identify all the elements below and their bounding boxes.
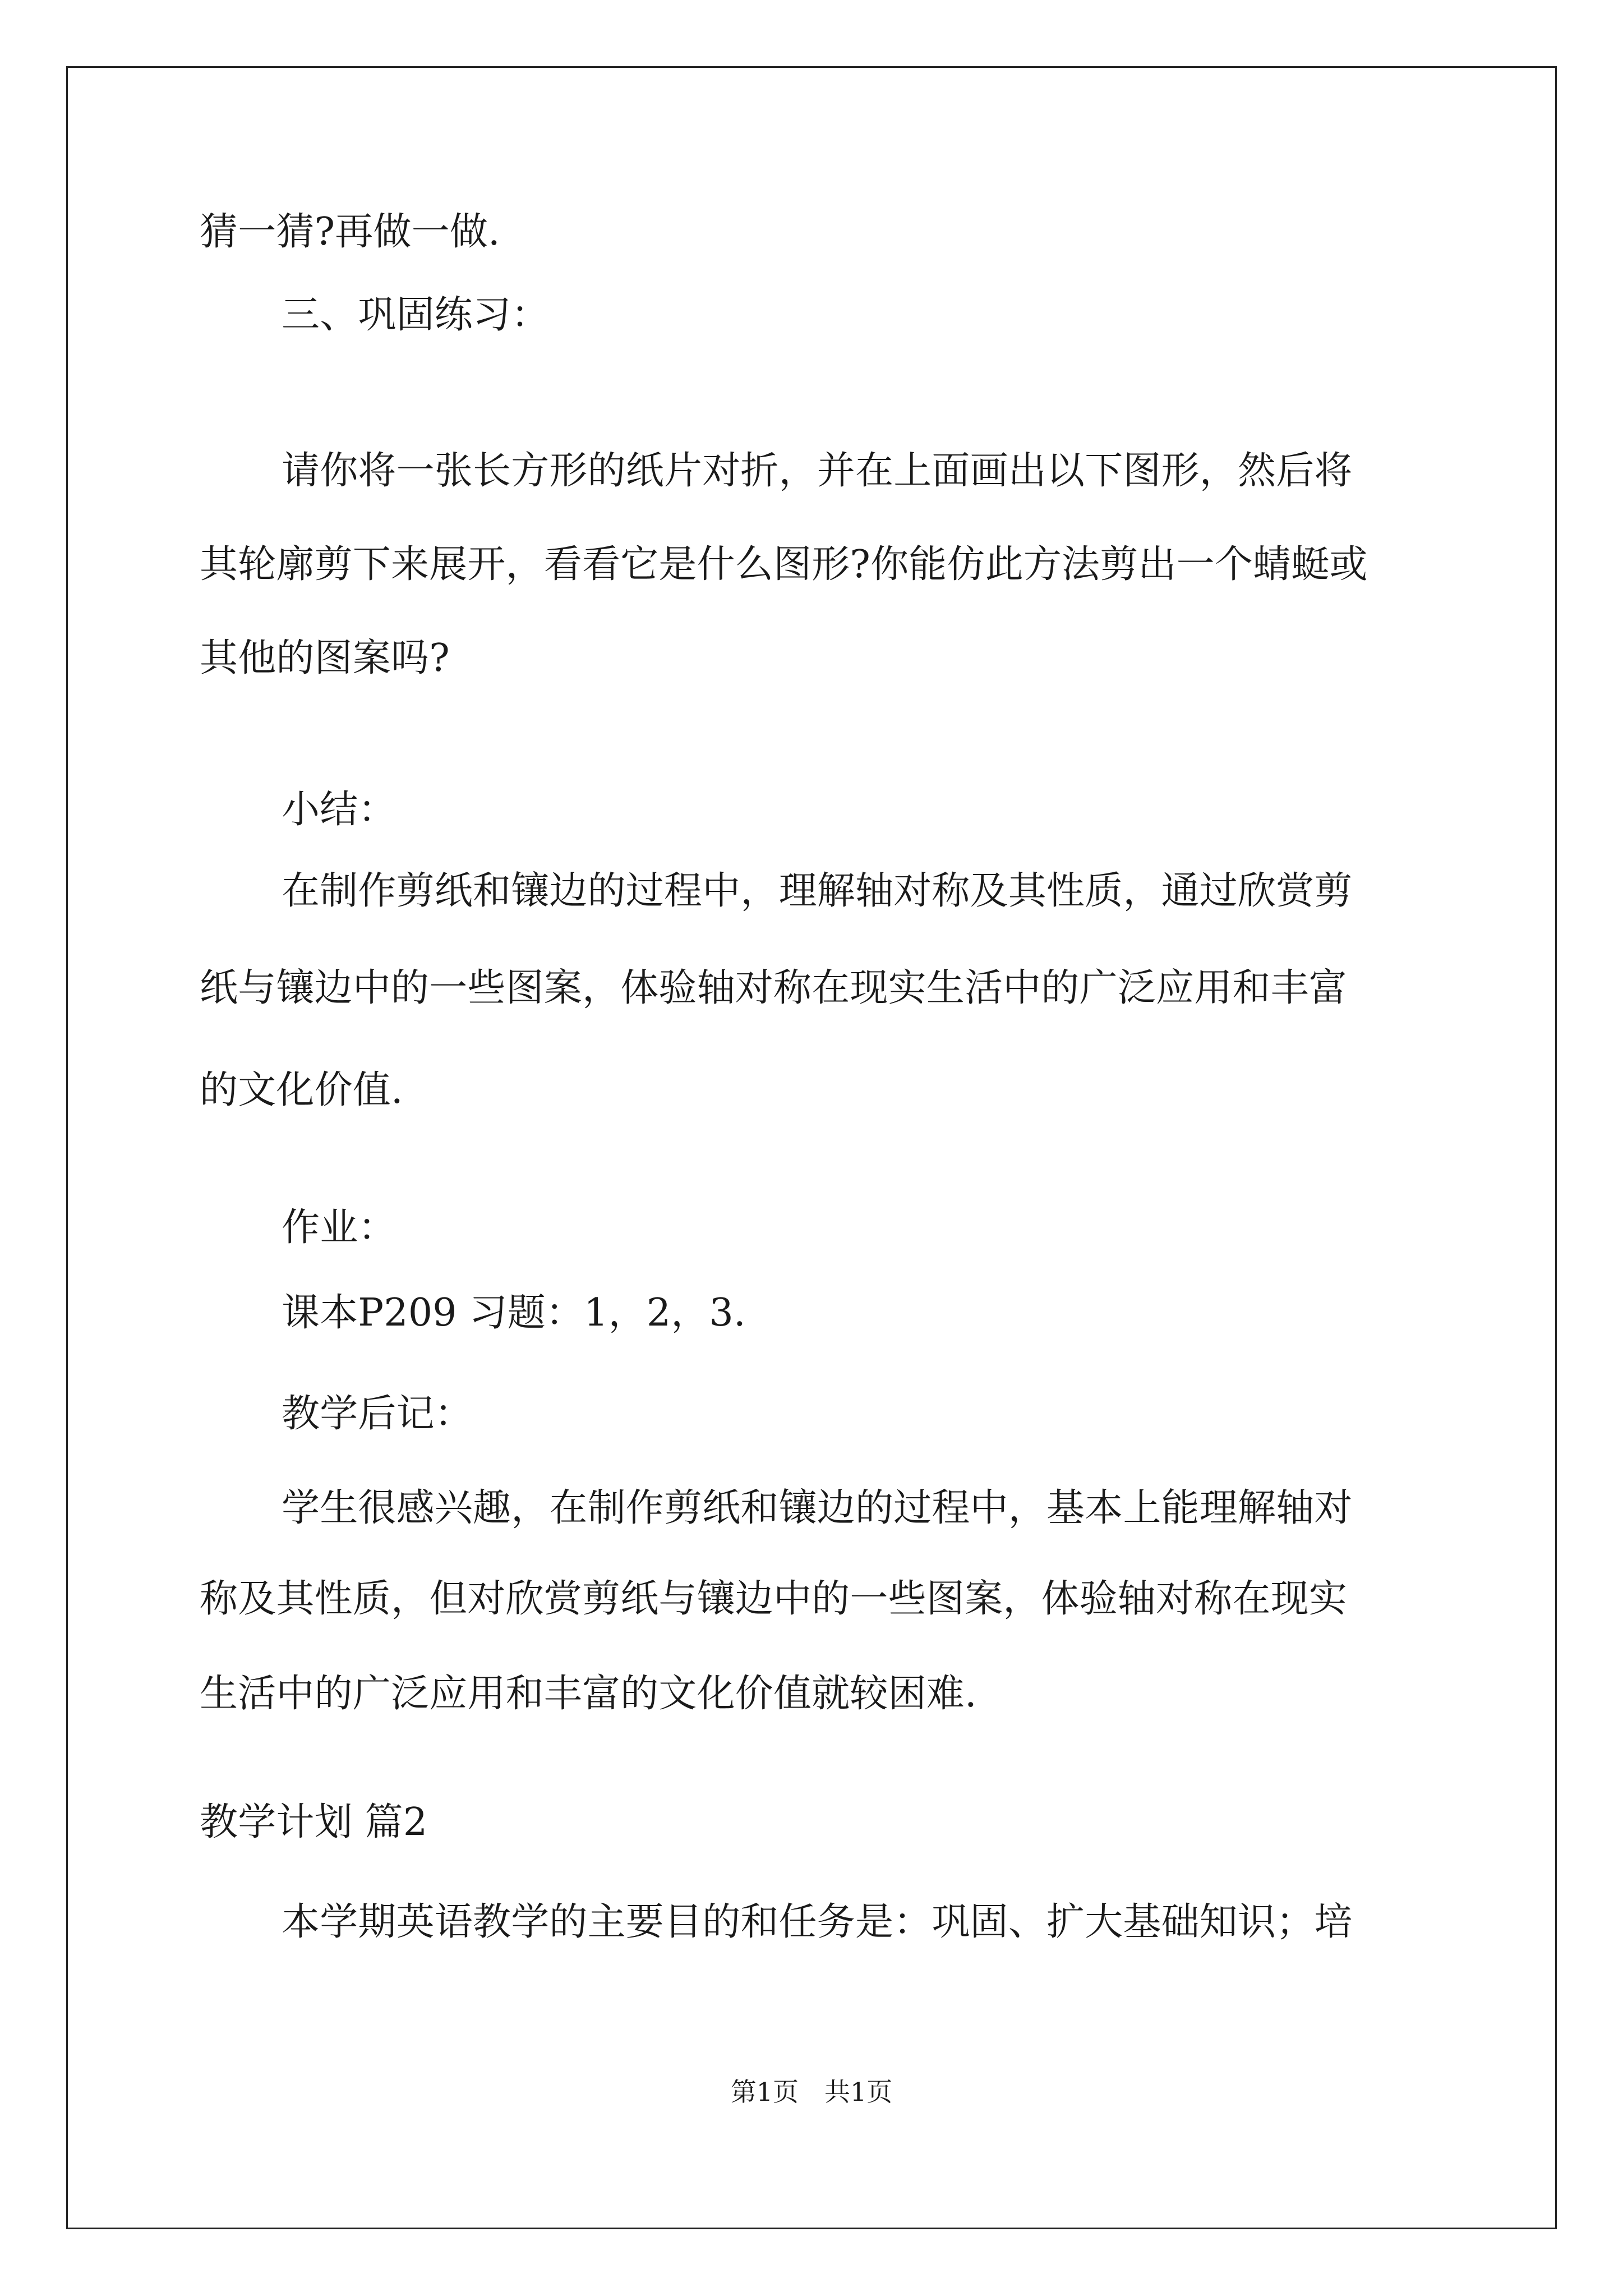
section-heading: 作业： xyxy=(282,1205,396,1250)
paragraph-line: 在制作剪纸和镶边的过程中，理解轴对称及其性质，通过欣赏剪 xyxy=(282,869,1353,913)
page-footer: 第1页 共1页 xyxy=(730,2077,893,2107)
paragraph-line: 课本P209 习题：1，2，3. xyxy=(282,1291,746,1335)
section-heading: 教学后记： xyxy=(282,1392,473,1436)
paragraph-line: 纸与镶边中的一些图案，体验轴对称在现实生活中的广泛应用和丰富 xyxy=(200,966,1348,1010)
paragraph-line: 学生很感兴趣，在制作剪纸和镶边的过程中，基本上能理解轴对 xyxy=(282,1486,1353,1530)
paragraph-line: 本学期英语教学的主要目的和任务是：巩固、扩大基础知识；培 xyxy=(282,1900,1353,1944)
paragraph-line: 请你将一张长方形的纸片对折，并在上面画出以下图形，然后将 xyxy=(282,449,1353,493)
paragraph-line: 称及其性质，但对欣赏剪纸与镶边中的一些图案，体验轴对称在现实 xyxy=(200,1577,1348,1621)
paragraph-line: 的文化价值. xyxy=(200,1068,403,1112)
section-heading: 小结： xyxy=(282,788,396,832)
article-heading: 教学计划 篇2 xyxy=(200,1800,428,1844)
section-heading: 三、巩固练习： xyxy=(282,293,550,337)
paragraph-line: 猜一猜?再做一做. xyxy=(200,210,500,254)
paragraph-line: 生活中的广泛应用和丰富的文化价值就较困难. xyxy=(200,1672,977,1716)
paragraph-line: 其他的图案吗? xyxy=(200,636,450,680)
paragraph-line: 其轮廓剪下来展开，看看它是什么图形?你能仿此方法剪出一个蜻蜓或 xyxy=(200,542,1368,587)
